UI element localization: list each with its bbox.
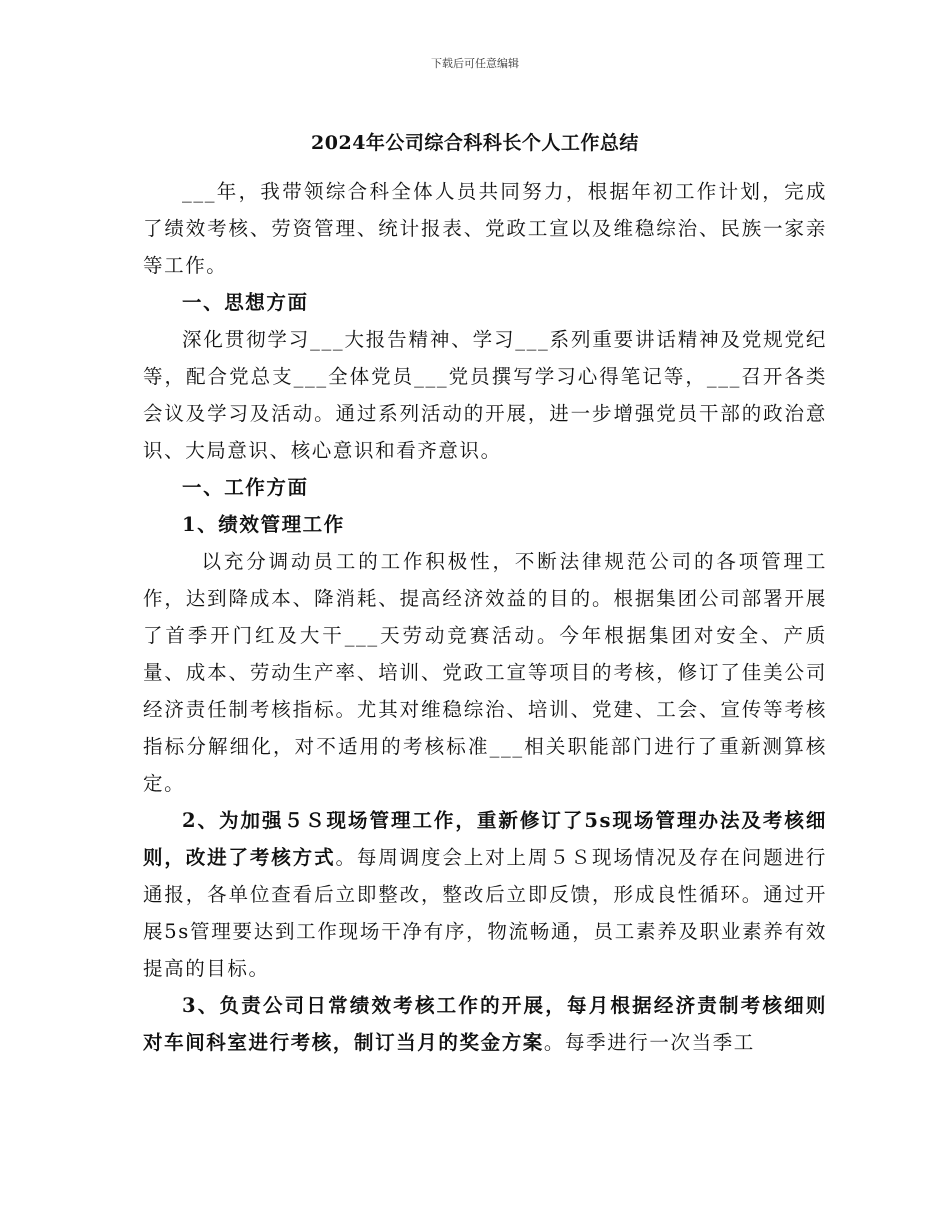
- thought-paragraph: 深化贯彻学习___大报告精神、学习___系列重要讲话精神及党规党纪等，配合党总支___全体党员___党员撰写学习心得笔记等，___召开各类会议及学习及活动。通过系列活动的开展，进一步增强党员干部的政治意识、大局意识、核心意识和看齐意识。: [143, 328, 827, 462]
- item-2-paragraph: [143, 802, 827, 987]
- item-3-paragraph: [143, 987, 827, 1061]
- item-2-bold-text: 2、为加强５Ｓ现场管理工作，重新修订了5s现场管理办法及考核细则，改进了考核方式: [143, 809, 827, 869]
- document-body: [143, 173, 827, 1061]
- subsection-heading-performance: 1、绩效管理工作: [182, 513, 345, 536]
- document-title: 2024年公司综合科科长个人工作总结: [311, 132, 639, 154]
- item-3-text: 。每季进行一次当季工: [543, 1031, 755, 1054]
- item-2-text: 。每周调度会上对上周５Ｓ现场情况及存在问题进行通报，各单位查看后立即整改，整改后立即反馈，形成良性循环。通过开展5s管理要达到工作现场干净有序，物流畅通，员工素养及职业素养有效提高的目标。: [143, 846, 827, 980]
- section-heading-thought: 一、思想方面: [182, 291, 309, 314]
- header-note: 下载后可任意编辑: [431, 57, 519, 70]
- item-3-bold-text: 3、负责公司日常绩效考核工作的开展，每月根据经济责制考核细则对车间科室进行考核，制订当月的奖金方案: [143, 994, 827, 1054]
- intro-paragraph: ___年，我带领综合科全体人员共同努力，根据年初工作计划，完成了绩效考核、劳资管理、统计报表、党政工宣以及维稳综治、民族一家亲等工作。: [143, 180, 827, 277]
- performance-paragraph: 以充分调动员工的工作积极性，不断法律规范公司的各项管理工作，达到降成本、降消耗、提高经济效益的目的。根据集团公司部署开展了首季开门红及大干___天劳动竞赛活动。今年根据集团对安全、产质量、成本、劳动生产率、培训、党政工宣等项目的考核，修订了佳美公司经济责任制考核指标。尤其对维稳综治、培训、党建、工会、宣传等考核指标分解细化，对不适用的考核标准___相关职能部门进行了重新测算核定。: [143, 550, 827, 795]
- section-heading-work: 一、工作方面: [182, 476, 309, 499]
